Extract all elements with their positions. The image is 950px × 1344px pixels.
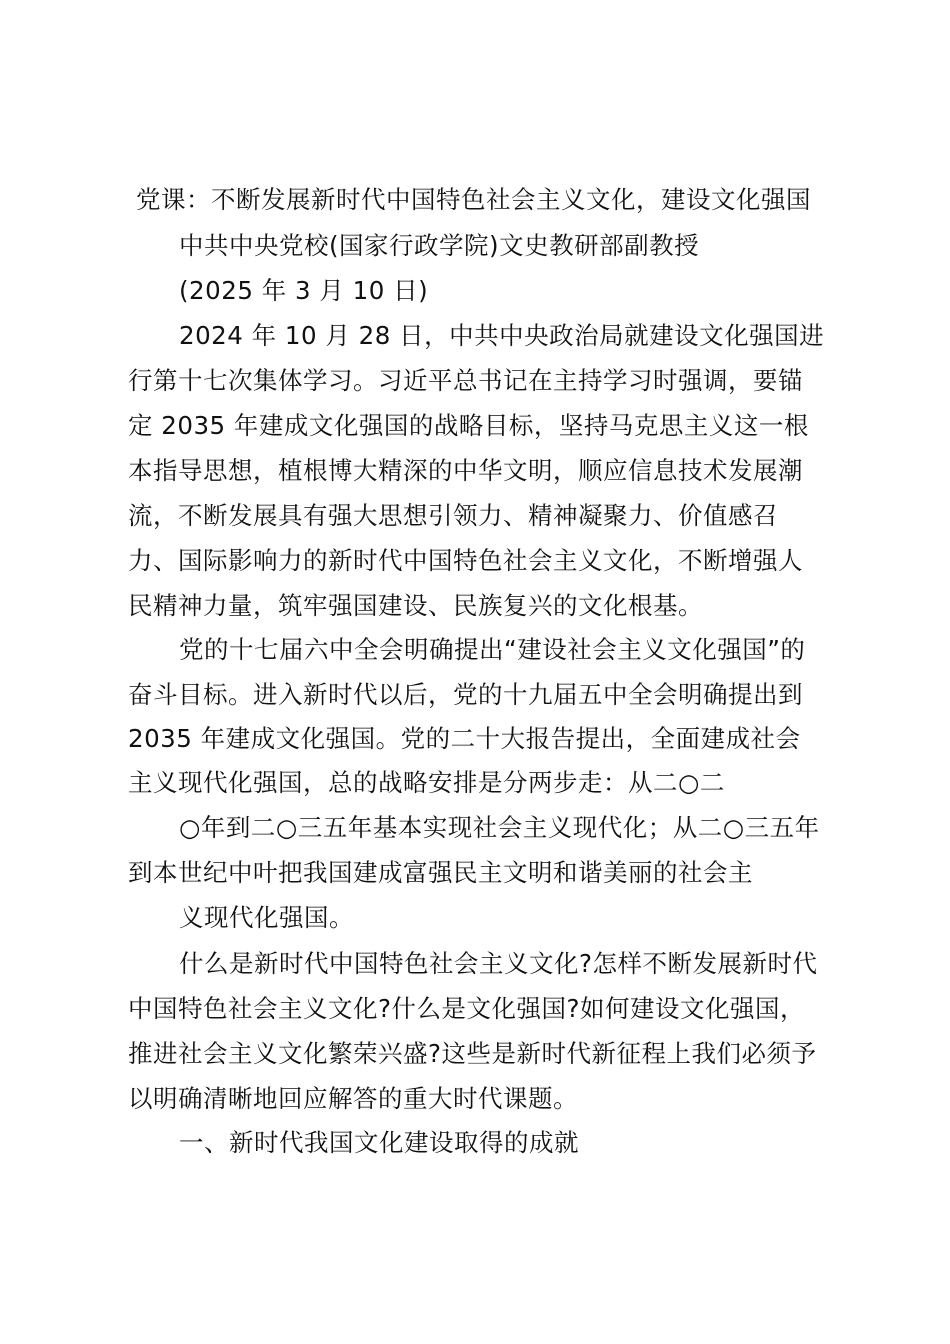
author-line: 中共中央党校(国家行政学院)文史教研部副教授 [179,231,700,260]
date-line: (2025 年 3 月 10 日) [179,276,429,305]
body-line: 力、国际影响力的新时代中国特色社会主义文化，不断增强人 [128,546,803,575]
body-line: 流，不断发展具有强大思想引领力、精神凝聚力、价值感召 [128,501,778,530]
body-line: 2035 年建成文化强国。党的二十大报告提出，全面建成社会 [128,724,801,753]
body-line: 党的十七届六中全会明确提出“建设社会主义文化强国”的 [179,635,806,664]
body-line: 本指导思想，植根博大精深的中华文明，顺应信息技术发展潮 [128,456,803,485]
body-line: 主义现代化强国，总的战略安排是分两步走：从二○二 [128,768,725,797]
body-line: 到本世纪中叶把我国建成富强民主文明和谐美丽的社会主 [128,858,753,887]
body-line: 以明确清晰地回应解答的重大时代课题。 [128,1084,578,1113]
body-line: 义现代化强国。 [179,903,354,932]
body-line: 什么是新时代中国特色社会主义文化?怎样不断发展新时代 [179,949,818,978]
section-heading: 一、新时代我国文化建设取得的成就 [179,1128,579,1157]
body-line: 定 2035 年建成文化强国的战略目标，坚持马克思主义这一根 [128,411,809,440]
document-title: 党课：不断发展新时代中国特色社会主义文化，建设文化强国 [136,185,811,214]
body-line: 推进社会主义文化繁荣兴盛?这些是新时代新征程上我们必须予 [128,1039,817,1068]
body-line: 奋斗目标。进入新时代以后，党的十九届五中全会明确提出到 [128,680,803,709]
body-line: 2024 年 10 月 28 日，中共中央政治局就建设文化强国进 [179,321,825,350]
body-line: 民精神力量，筑牢强国建设、民族复兴的文化根基。 [128,591,703,620]
body-line: 行第十七次集体学习。习近平总书记在主持学习时强调，要锚 [128,366,803,395]
body-line: 中国特色社会主义文化?什么是文化强国?如何建设文化强国， [128,994,806,1023]
body-line: ○年到二○三五年基本实现社会主义现代化；从二○三五年 [179,813,820,842]
